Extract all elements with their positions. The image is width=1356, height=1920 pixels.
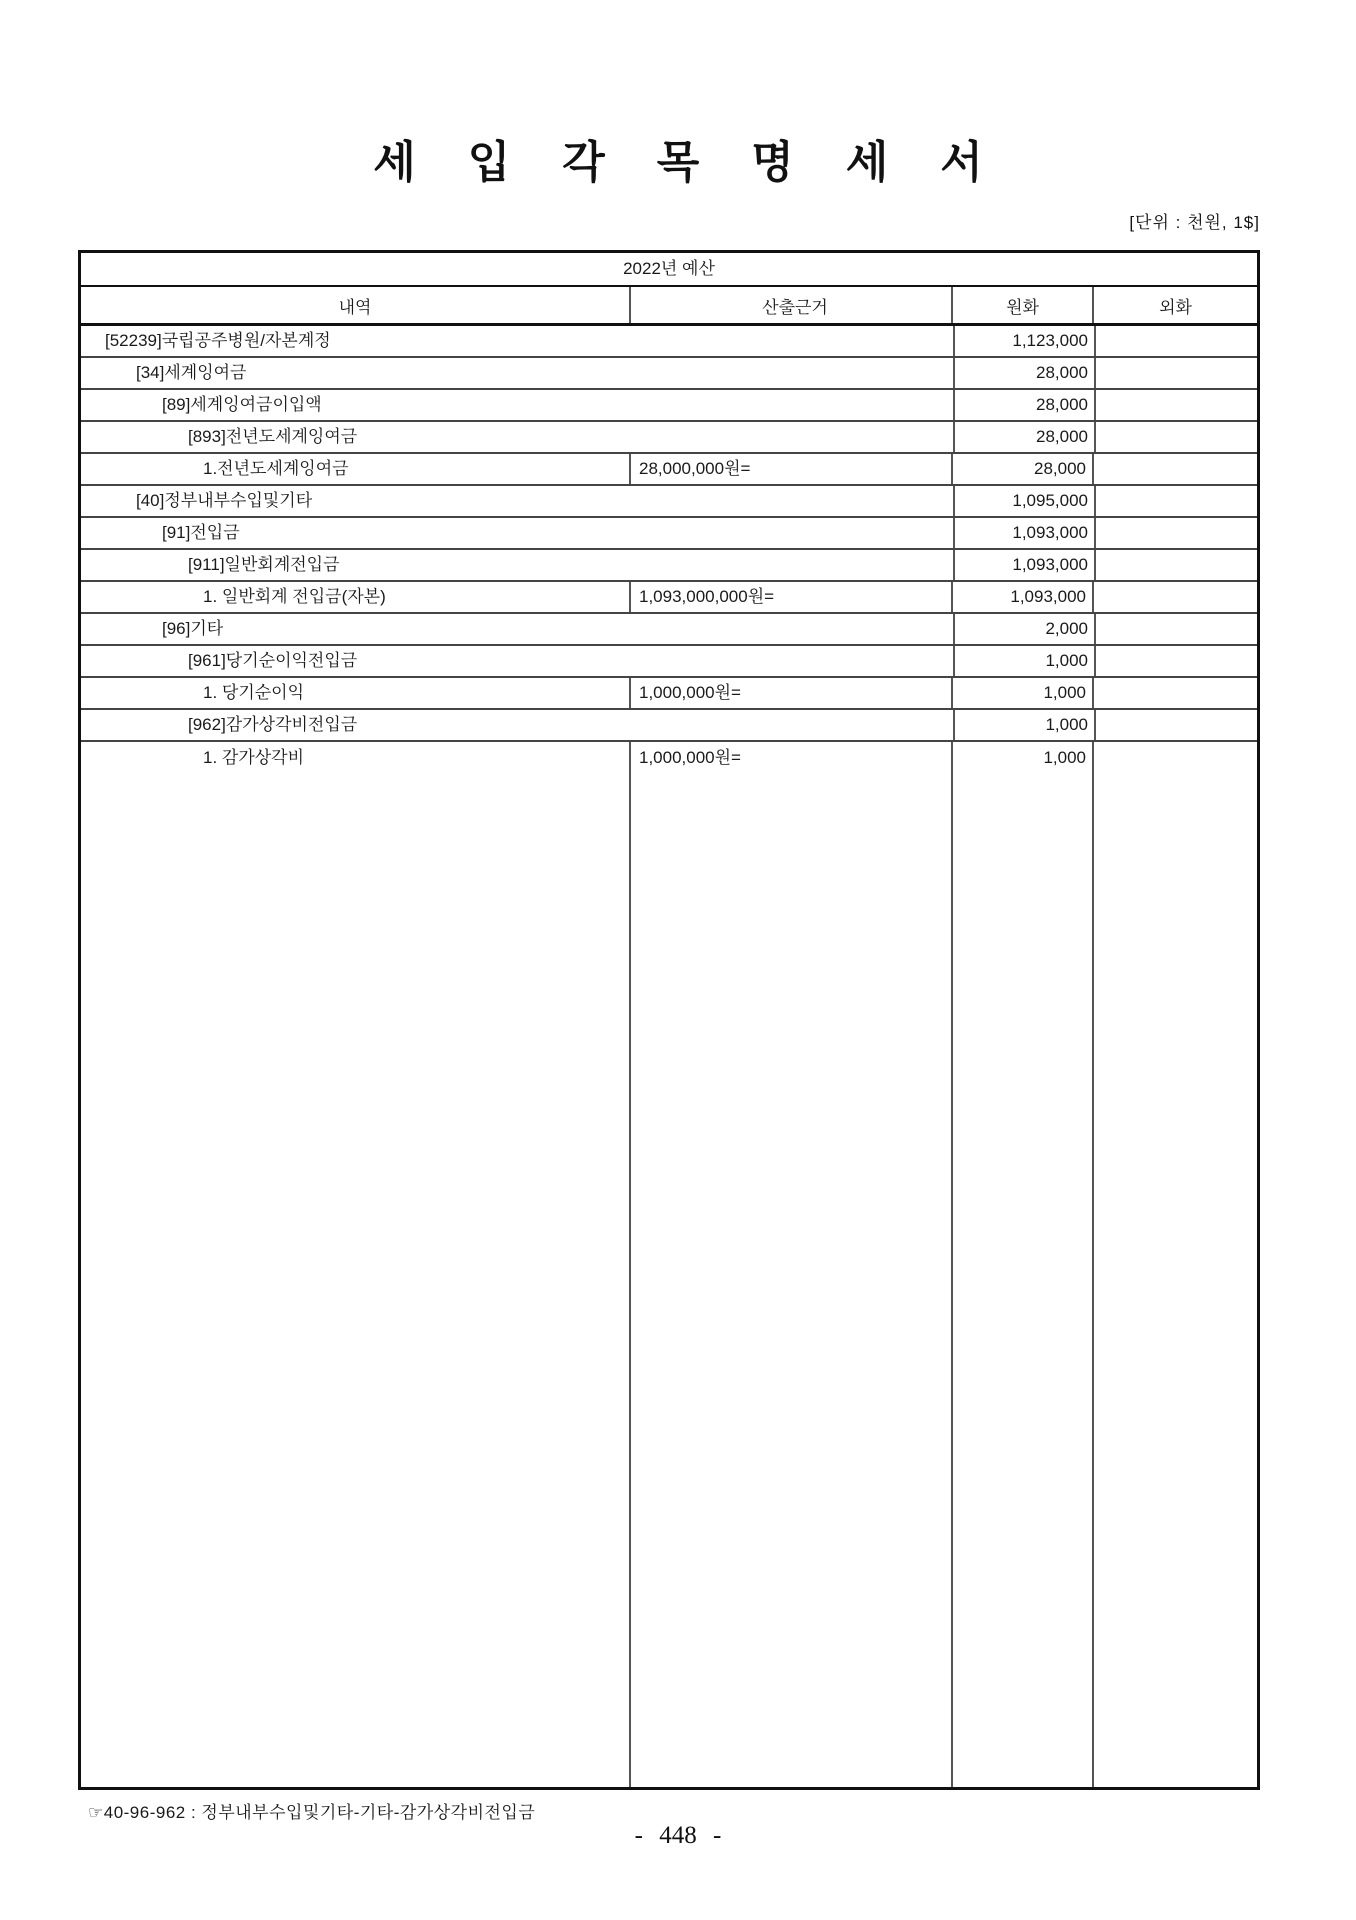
fx-amount [1094,454,1257,484]
table-year-header: 2022년 예산 [81,253,1257,287]
table-row [81,742,1257,1787]
fx-amount [1096,486,1257,516]
column-header-item: 내역 [81,287,631,323]
column-header-fx: 외화 [1159,297,1192,317]
item-label: [40]정부내부수입및기타 [81,486,955,516]
calculation-basis: 1,000,000원= [631,678,953,708]
table-row [81,550,1257,582]
item-label: [893]전년도세계잉여금 [81,422,955,452]
table-row [81,326,1257,358]
item-label: [962]감가상각비전입금 [81,710,955,740]
krw-amount: 28,000 [955,358,1096,388]
fx-amount [1096,390,1257,420]
krw-amount: 1,000 [955,646,1096,676]
unit-note: [단위 : 천원, 1$] [1129,213,1260,232]
table-body [81,326,1257,1787]
item-label: [52239]국립공주병원/자본계정 [81,326,955,356]
table-row [81,710,1257,742]
column-header-krw: 원화 [953,287,1094,323]
item-label: 1.전년도세계잉여금 [81,454,631,484]
fx-amount [1094,678,1257,708]
table-row [81,614,1257,646]
item-label: [34]세계잉여금 [81,358,955,388]
table-row [81,678,1257,710]
fx-amount [1096,614,1257,644]
krw-amount: 1,093,000 [955,550,1096,580]
fx-amount [1094,582,1257,612]
page-number: - 448 - [634,1822,722,1849]
table-row [81,518,1257,550]
calculation-basis: 1,000,000원= [631,742,953,1787]
item-label: [961]당기순이익전입금 [81,646,955,676]
footnote: ☞40-96-962 : 정부내부수입및기타-기타-감가상각비전입금 [88,1803,536,1822]
item-label: 1. 당기순이익 [81,678,631,708]
revenue-table [78,250,1260,1790]
fx-amount [1096,646,1257,676]
item-label: 1. 감가상각비 [81,742,631,1787]
krw-amount: 28,000 [955,390,1096,420]
fx-amount [1096,710,1257,740]
krw-amount: 28,000 [955,422,1096,452]
calculation-basis: 1,093,000,000원= [631,582,953,612]
krw-amount: 1,093,000 [953,582,1094,612]
fx-amount [1096,326,1257,356]
krw-amount: 2,000 [955,614,1096,644]
table-row [81,486,1257,518]
fx-amount [1096,358,1257,388]
table-row [81,454,1257,486]
page-title: 세입각목명세서 [373,138,1035,187]
krw-amount: 1,000 [955,710,1096,740]
calculation-basis: 28,000,000원= [631,454,953,484]
table-row [81,422,1257,454]
krw-amount: 1,093,000 [955,518,1096,548]
fx-amount [1096,518,1257,548]
table-row [81,358,1257,390]
table-column-header-row [81,287,1257,326]
table-row [81,390,1257,422]
item-label: [91]전입금 [81,518,955,548]
item-label: [89]세계잉여금이입액 [81,390,955,420]
item-label: [911]일반회계전입금 [81,550,955,580]
fx-amount [1096,422,1257,452]
krw-amount: 1,095,000 [955,486,1096,516]
krw-amount: 1,000 [953,678,1094,708]
fx-amount [1096,550,1257,580]
fx-amount [1094,742,1257,1787]
item-label: 1. 일반회계 전입금(자본) [81,582,631,612]
item-label: [96]기타 [81,614,955,644]
krw-amount: 1,123,000 [955,326,1096,356]
krw-amount: 1,000 [953,742,1094,1787]
column-header-basis: 산출근거 [631,287,953,323]
table-row [81,646,1257,678]
krw-amount: 28,000 [953,454,1094,484]
table-row [81,582,1257,614]
